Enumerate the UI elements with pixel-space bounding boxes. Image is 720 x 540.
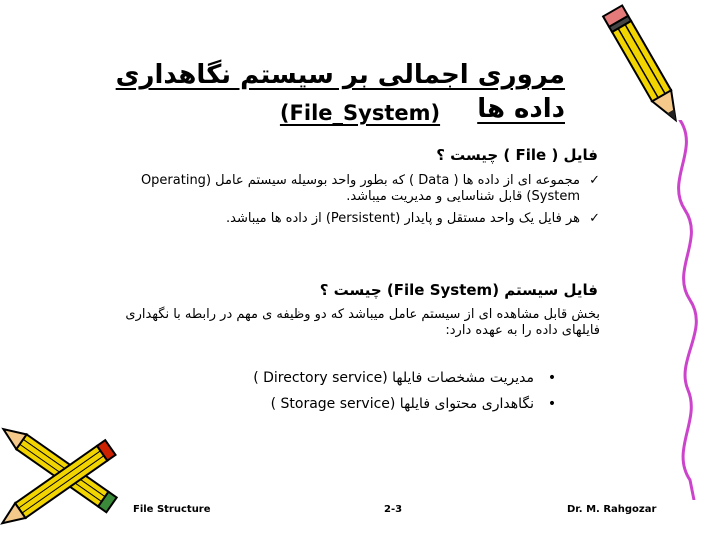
checkmark-icon: ✓ [589,211,600,226]
bullet-icon: • [547,370,557,386]
footer-page-number: 2-3 [384,504,403,515]
footer-author: Dr. M. Rahgozar [567,504,657,515]
crossed-pencils-icon [0,425,140,530]
list-item: •مدیریت مشخصات فایلها (Directory service ) [253,369,570,387]
section-file-heading: فایل ( File ) چیست ؟ [436,146,598,164]
list-item: ✓ مجموعه ای از داده ها ( Data ) که بطور واحد بوسیله سیستم عامل (Operating System) قابل شناسایی و مدیریت میباشد. [140,173,600,204]
list-item: ✓ هر فایل یک واحد مستقل و پایدار (Persistent) از داده ها میباشد. [225,211,600,226]
section-filesystem-heading: فایل سیستم (File System) چیست ؟ [319,281,598,299]
list-item: •نگاهداری محتوای فایلها (Storage service ) [271,395,570,413]
footer-left: File Structure [133,504,211,515]
section-filesystem-paragraph: بخش قابل مشاهده ای از سیستم عامل میباشد که دو وظیفه ی مهم در رابطه با نگهداری فایلهای داده را به عهده دارد: [125,307,600,338]
decorative-squiggle-line [660,120,710,500]
checkmark-icon: ✓ [589,173,600,188]
slide-subtitle: (File_System) [279,101,441,125]
bullet-icon: • [547,396,557,412]
slide-title: مروری اجمالی بر سیستم نگاهداری داده ها [115,60,565,124]
